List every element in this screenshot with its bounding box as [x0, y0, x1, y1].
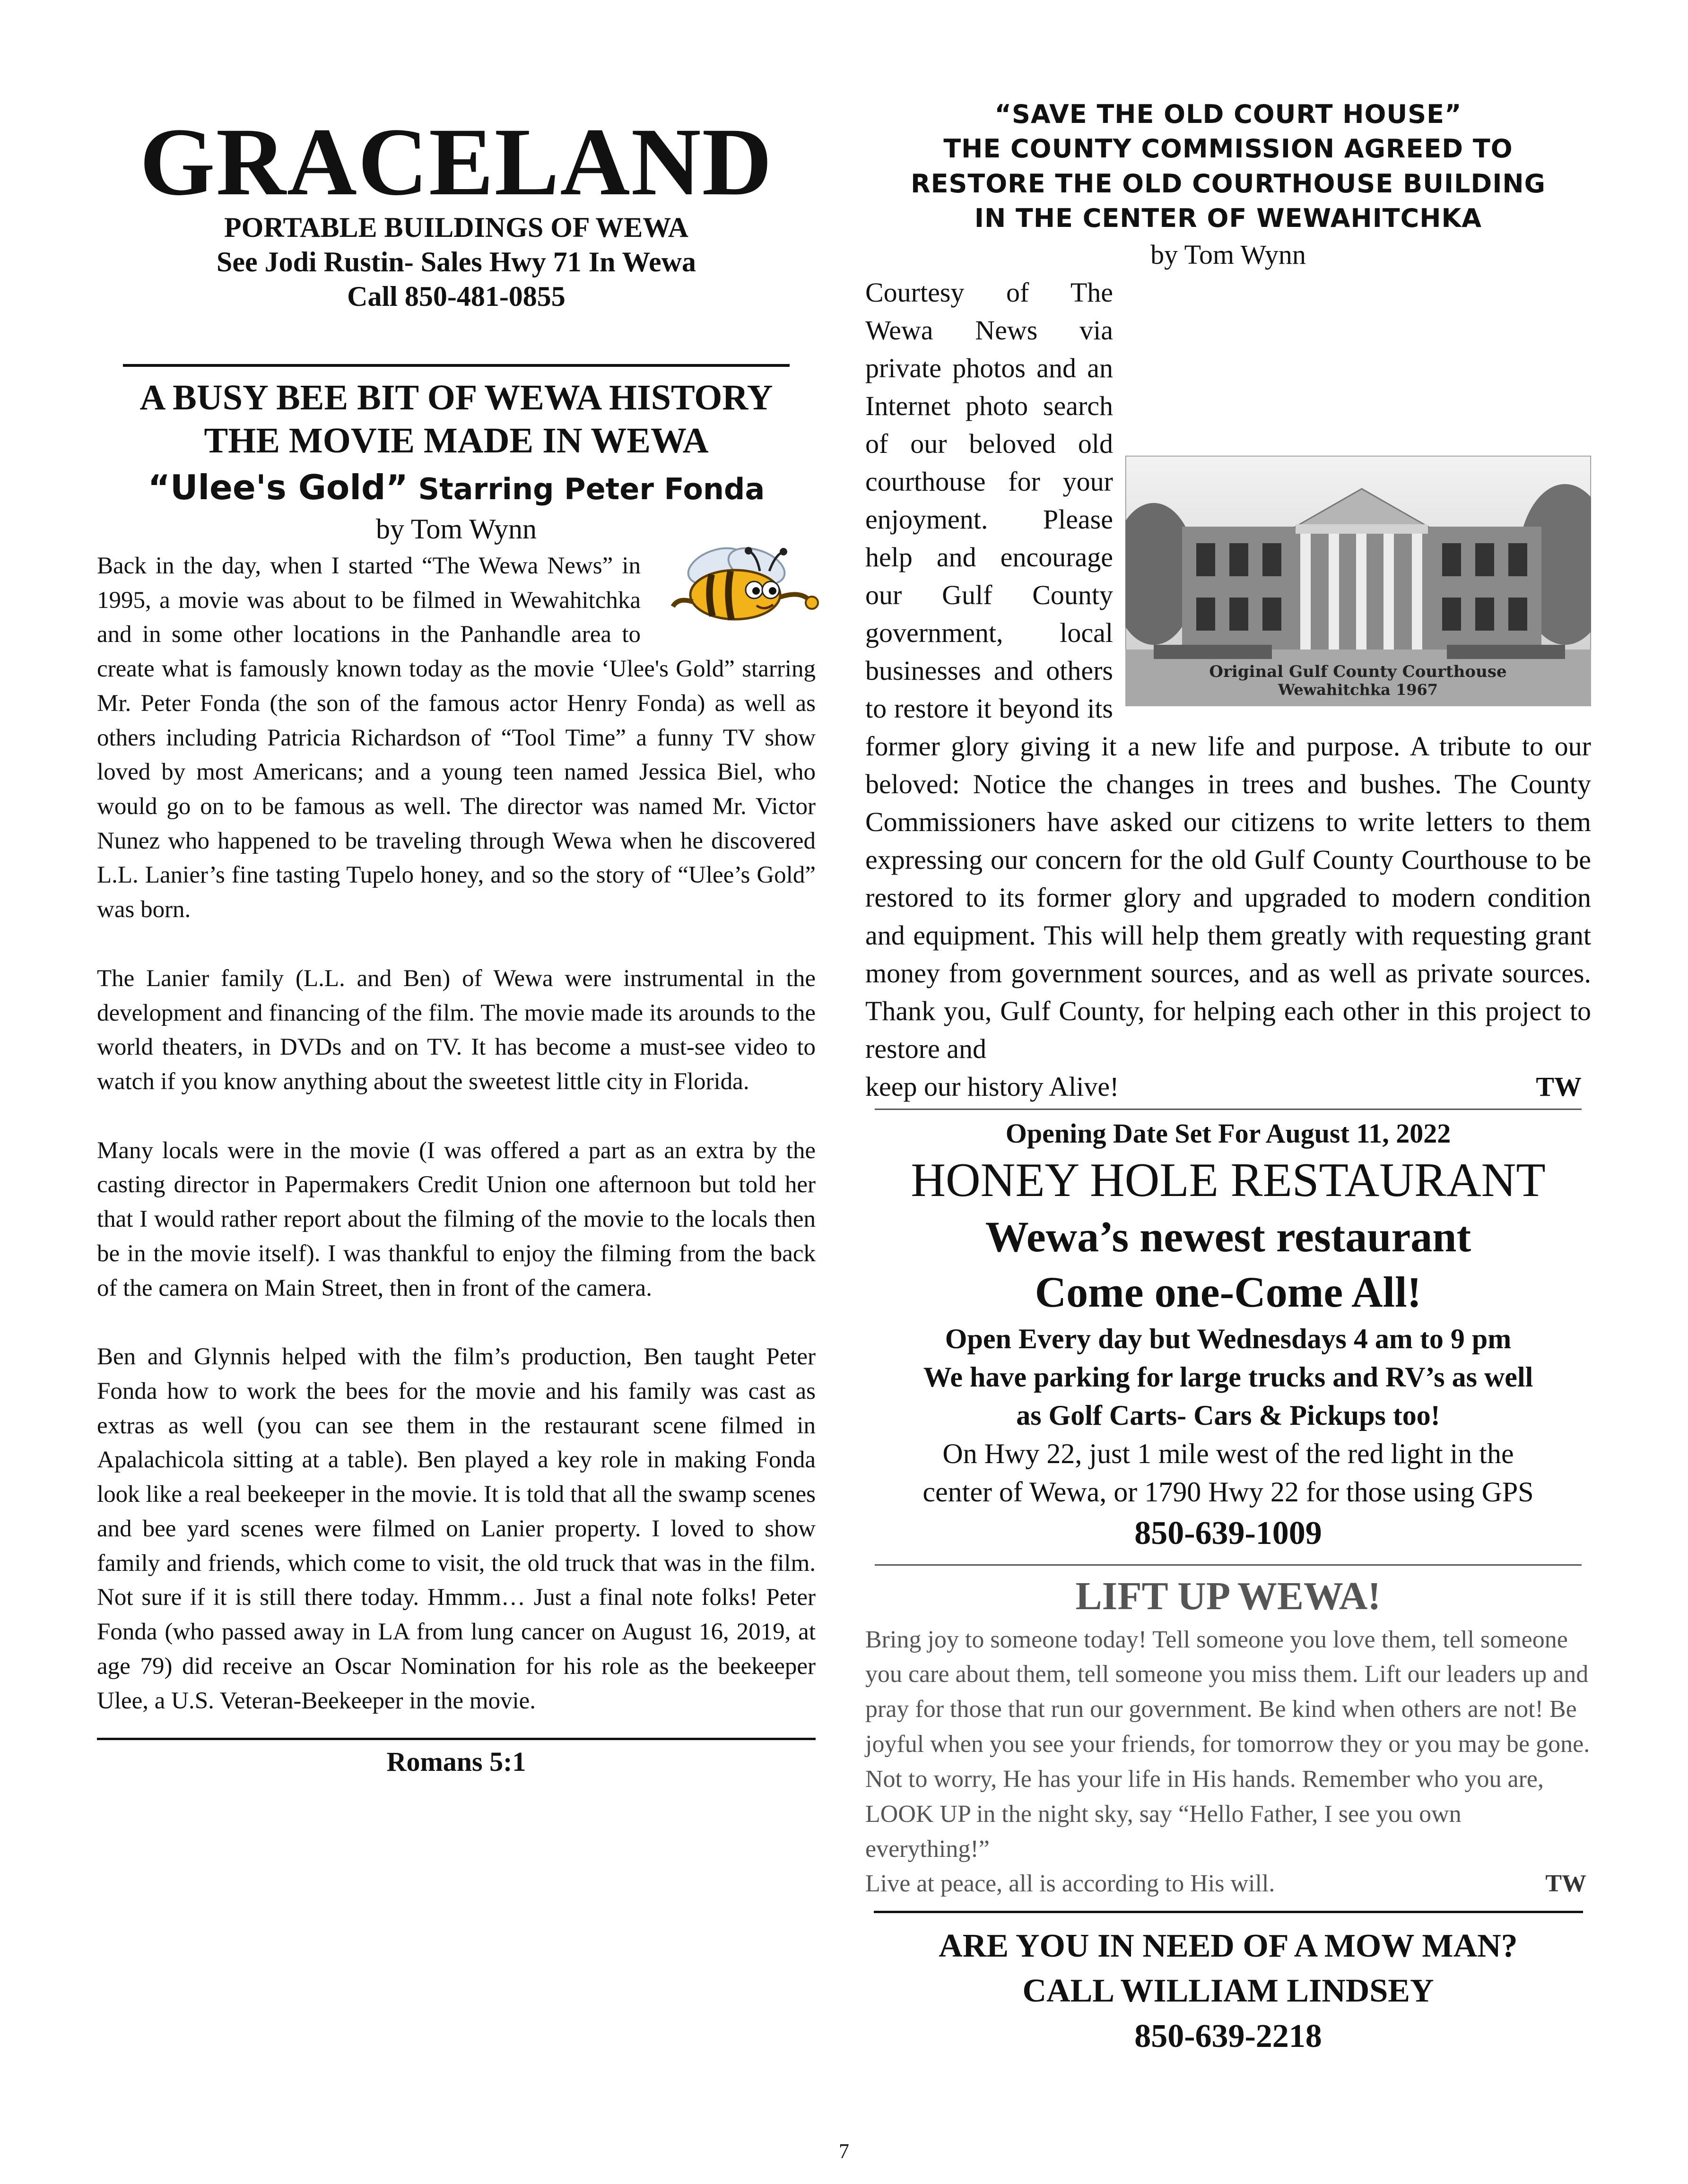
divider	[874, 1911, 1583, 1913]
lift-up-signature: TW	[1545, 1870, 1586, 1898]
divider	[123, 364, 790, 367]
divider	[875, 1109, 1582, 1110]
graceland-line-3: Call 850-481-0855	[347, 281, 566, 312]
courthouse-byline: by Tom Wynn	[1150, 239, 1306, 270]
courthouse-heading-1: “SAVE THE OLD COURT HOUSE”	[994, 99, 1462, 129]
restaurant-parking-1: We have parking for large trucks and RV’s as well	[923, 1361, 1533, 1393]
restaurant-hours: Open Every day but Wednesdays 4 am to 9 pm	[945, 1323, 1512, 1354]
movie-starring: Starring Peter Fonda	[408, 471, 765, 506]
left-column	[97, 104, 816, 1777]
mow-line-2: CALL WILLIAM LINDSEY	[1022, 1973, 1434, 2010]
mow-line-1: ARE YOU IN NEED OF A MOW MAN?	[939, 1928, 1518, 1965]
graceland-title: GRACELAND	[139, 108, 773, 216]
graceland-line-2: See Jodi Rustin- Sales Hwy 71 In Wewa	[216, 246, 696, 278]
courthouse-signature: TW	[1536, 1071, 1582, 1102]
history-paragraph-3: Many locals were in the movie (I was offered a part as an extra by the casting director in Papermakers Credit Union one afternoon but told her that I would rather report about the filming of the movie to the locals then be in the movie itself). I was thankful to enjoy the filming from the back of the camera on Main Street, then in front of the camera.	[97, 1137, 816, 1301]
restaurant-tagline-1: Wewa’s newest restaurant	[985, 1213, 1471, 1261]
bible-verse: Romans 5:1	[386, 1746, 526, 1777]
restaurant-tagline-2: Come one-Come All!	[1035, 1268, 1422, 1317]
courthouse-article	[865, 97, 1591, 1106]
restaurant-parking-2: as Golf Carts- Cars & Pickups too!	[1016, 1399, 1440, 1431]
opening-date: Opening Date Set For August 11, 2022	[1005, 1118, 1451, 1149]
courthouse-closing: keep our history Alive!	[865, 1071, 1119, 1102]
restaurant-address-2: center of Wewa, or 1790 Hwy 22 for those using GPS	[922, 1476, 1534, 1508]
bee-icon	[660, 545, 820, 625]
courthouse-heading-2: THE COUNTY COMMISSION AGREED TO	[943, 134, 1513, 164]
courthouse-body	[865, 274, 1591, 1068]
restaurant-name: HONEY HOLE RESTAURANT	[911, 1153, 1546, 1207]
mow-man-ad	[865, 1924, 1591, 2059]
page-number: 7	[839, 2140, 849, 2163]
photo-caption-1: Original Gulf County Courthouse	[1209, 662, 1507, 681]
mow-phone: 850-639-2218	[1134, 2018, 1322, 2054]
lift-up-body: Bring joy to someone today! Tell someone you love them, tell someone you care about them, tell someone you miss them. Lift our leaders up and pray for those that run our government. Be kind when others are not! Be joyful when you see your friends, for tomorrow they or you may be gone. Not to worry, He has your life in His hands. Remember who you are, LOOK UP in the night sky, say “Hello Father, I see you own everything!”	[865, 1626, 1590, 1863]
courthouse-heading-3: RESTORE THE OLD COURTHOUSE BUILDING	[911, 168, 1546, 199]
history-byline: by Tom Wynn	[376, 513, 537, 545]
history-heading-2: THE MOVIE MADE IN WEWA	[204, 420, 709, 460]
courthouse-body-text: Courtesy of The Wewa News via private photos and an Internet photo search of our beloved old courthouse for your enjoyment. Please help and encourage our Gulf County government, local businesses and others to restore it beyond its former glory giving it a new life and purpose. A tribute to our beloved: Notice the changes in trees and bushes. The County Commissioners have asked our citizens to write letters to them expressing our concern for the old Gulf County Courthouse to be restored to its former glory and upgraded to modern condition and equipment. This will help them greatly with requesting grant money from government sources, and as well as private sources. Thank you, Gulf County, for helping each other in this project to restore and	[865, 277, 1591, 1065]
history-heading-1: A BUSY BEE BIT OF WEWA HISTORY	[139, 377, 773, 417]
history-article	[97, 376, 816, 1718]
history-paragraph-1	[97, 549, 816, 927]
courthouse-heading-4: IN THE CENTER OF WEWAHITCHKA	[974, 203, 1482, 234]
restaurant-phone: 850-639-1009	[1134, 1515, 1322, 1551]
honey-hole-ad	[865, 1116, 1591, 1556]
restaurant-address-1: On Hwy 22, just 1 mile west of the red light in the	[942, 1438, 1514, 1469]
history-heading-3	[97, 466, 816, 509]
history-paragraph-2: The Lanier family (L.L. and Ben) of Wewa were instrumental in the development and financing of the film. The movie made its arounds to the world theaters, in DVDs and on TV. It has become a must-see video to watch if you know anything about the sweetest little city in Florida.	[97, 965, 816, 1095]
divider	[97, 1738, 816, 1740]
movie-title: “Ulee's Gold”	[148, 467, 408, 507]
divider	[875, 1564, 1582, 1566]
lift-up-closing: Live at peace, all is according to His will.	[865, 1870, 1275, 1898]
graceland-ad	[97, 108, 816, 314]
history-paragraph-4: Ben and Glynnis helped with the film’s production, Ben taught Peter Fonda how to work the bees for the movie and his family was cast as extras as well (you can see them in the restaurant scene filmed in Apalachicola sitting at a table). Ben played a key role in making Fonda look like a real beekeeper in the movie. It is told that all the swamp scenes and bee yard scenes were filmed on Lanier property. I loved to show family and friends, which come to visit, the old truck that was in the film. Not sure if it is still there today. Hmmm… Just a final note folks! Peter Fonda (who passed away in LA from lung cancer on August 16, 2019, at age 79) did receive an Oscar Nomination for his role as the beekeeper Ulee, a U.S. Veteran-Beekeeper in the movie.	[97, 1343, 816, 1714]
courthouse-last-line	[865, 1068, 1591, 1106]
history-paragraph-1-text: Back in the day, when I started “The Wewa News” in 1995, a movie was about to be filmed in Wewahitchka and in some other locations in the Panhandle area to create what is famously known today as the movie ‘Ulee's Gold” starring Mr. Peter Fonda (the son of the famous actor Henry Fonda) as well as others including Patricia Richardson of “Tool Time” a funny TV show loved by most Americans; and a young teen named Jessica Biel, who would go on to be famous as well. The director was named Mr. Victor Nunez who happened to be traveling through Wewa when he discovered L.L. Lanier’s fine tasting Tupelo honey, and so the story of “Ulee’s Gold” was born.	[97, 552, 816, 923]
right-column	[865, 97, 1591, 2059]
lift-up-last-line	[865, 1866, 1591, 1901]
lift-up-title: LIFT UP WEWA!	[1075, 1574, 1381, 1619]
lift-up-wewa	[865, 1570, 1591, 1901]
photo-caption-2: Wewahitchka 1967	[1278, 680, 1438, 699]
graceland-line-1: PORTABLE BUILDINGS OF WEWA	[224, 212, 688, 243]
courthouse-photo	[1125, 456, 1591, 706]
